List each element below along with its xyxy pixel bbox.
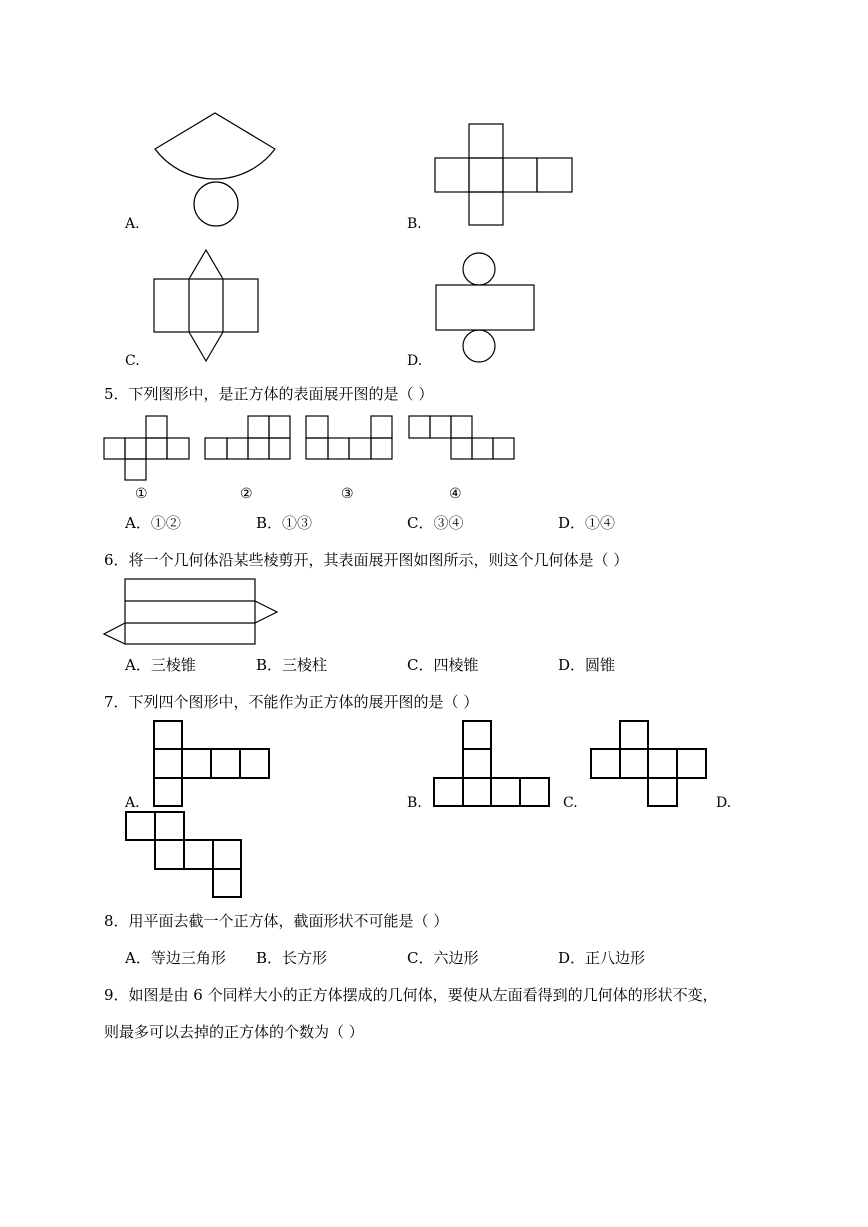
q4-option-d-label[interactable]: D. xyxy=(407,353,423,369)
q5-figure-label-3: ③ xyxy=(341,486,354,502)
q5-figure-3 xyxy=(306,416,392,459)
q6-stem: 6．将一个几何体沿某些棱剪开，其表面展开图如图所示，则这个几何体是（ ） xyxy=(104,551,629,569)
q8-stem: 8．用平面去截一个正方体，截面形状不可能是（ ） xyxy=(104,912,449,930)
q5-option-c[interactable]: C．③④ xyxy=(407,514,464,532)
q4-option-a-label[interactable]: A. xyxy=(125,216,140,232)
q8-option-d[interactable]: D．正八边形 xyxy=(558,949,646,967)
q8-option-c[interactable]: C．六边形 xyxy=(407,949,479,967)
q7-option-a-label[interactable]: A. xyxy=(125,795,140,811)
q6-option-d[interactable]: D．圆锥 xyxy=(558,656,616,674)
q5-figure-1 xyxy=(104,416,189,480)
q5-option-a[interactable]: A．①② xyxy=(125,514,181,532)
q4-option-b-label[interactable]: B. xyxy=(407,216,422,232)
q7-stem: 7．下列四个图形中，不能作为正方体的展开图的是（ ） xyxy=(104,693,479,711)
q9-stem-line-1: 9．如图是由 6 个同样大小的正方体摆成的几何体，要使从左面看得到的几何体的形状不变， xyxy=(104,986,718,1004)
q7-option-b-net xyxy=(434,721,549,806)
q4-option-c-label[interactable]: C. xyxy=(125,353,140,369)
q7-option-b-label[interactable]: B. xyxy=(407,795,422,811)
q7-option-d-label[interactable]: D. xyxy=(716,795,732,811)
q8-option-a[interactable]: A．等边三角形 xyxy=(125,949,226,967)
q5-option-d[interactable]: D．①④ xyxy=(558,514,616,532)
q7-option-c-net xyxy=(591,721,706,806)
q7-option-c-label[interactable]: C. xyxy=(563,795,578,811)
q5-figure-4 xyxy=(409,416,514,459)
q6-option-c[interactable]: C．四棱锥 xyxy=(407,656,479,674)
q4-option-b-cube-net xyxy=(435,124,572,225)
q7-option-a-net xyxy=(154,721,269,806)
q4-option-a-cone-net xyxy=(155,113,275,226)
q8-option-b[interactable]: B．长方形 xyxy=(256,949,328,967)
q4-option-c-prism-net xyxy=(154,250,258,361)
q6-prism-net xyxy=(104,579,277,644)
q4-option-d-cylinder-net xyxy=(436,253,534,362)
q5-figure-label-4: ④ xyxy=(449,486,462,502)
q9-stem-line-2: 则最多可以去掉的正方体的个数为（ ） xyxy=(104,1023,364,1041)
q6-option-b[interactable]: B．三棱柱 xyxy=(256,656,328,674)
q5-figure-label-1: ① xyxy=(135,486,148,502)
q5-option-b[interactable]: B．①③ xyxy=(256,514,313,532)
q6-option-a[interactable]: A．三棱锥 xyxy=(125,656,196,674)
q5-stem: 5．下列图形中，是正方体的表面展开图的是（ ） xyxy=(104,385,434,403)
q7-option-d-net xyxy=(126,812,241,897)
q5-figure-label-2: ② xyxy=(240,486,253,502)
q5-figure-2 xyxy=(205,416,290,459)
